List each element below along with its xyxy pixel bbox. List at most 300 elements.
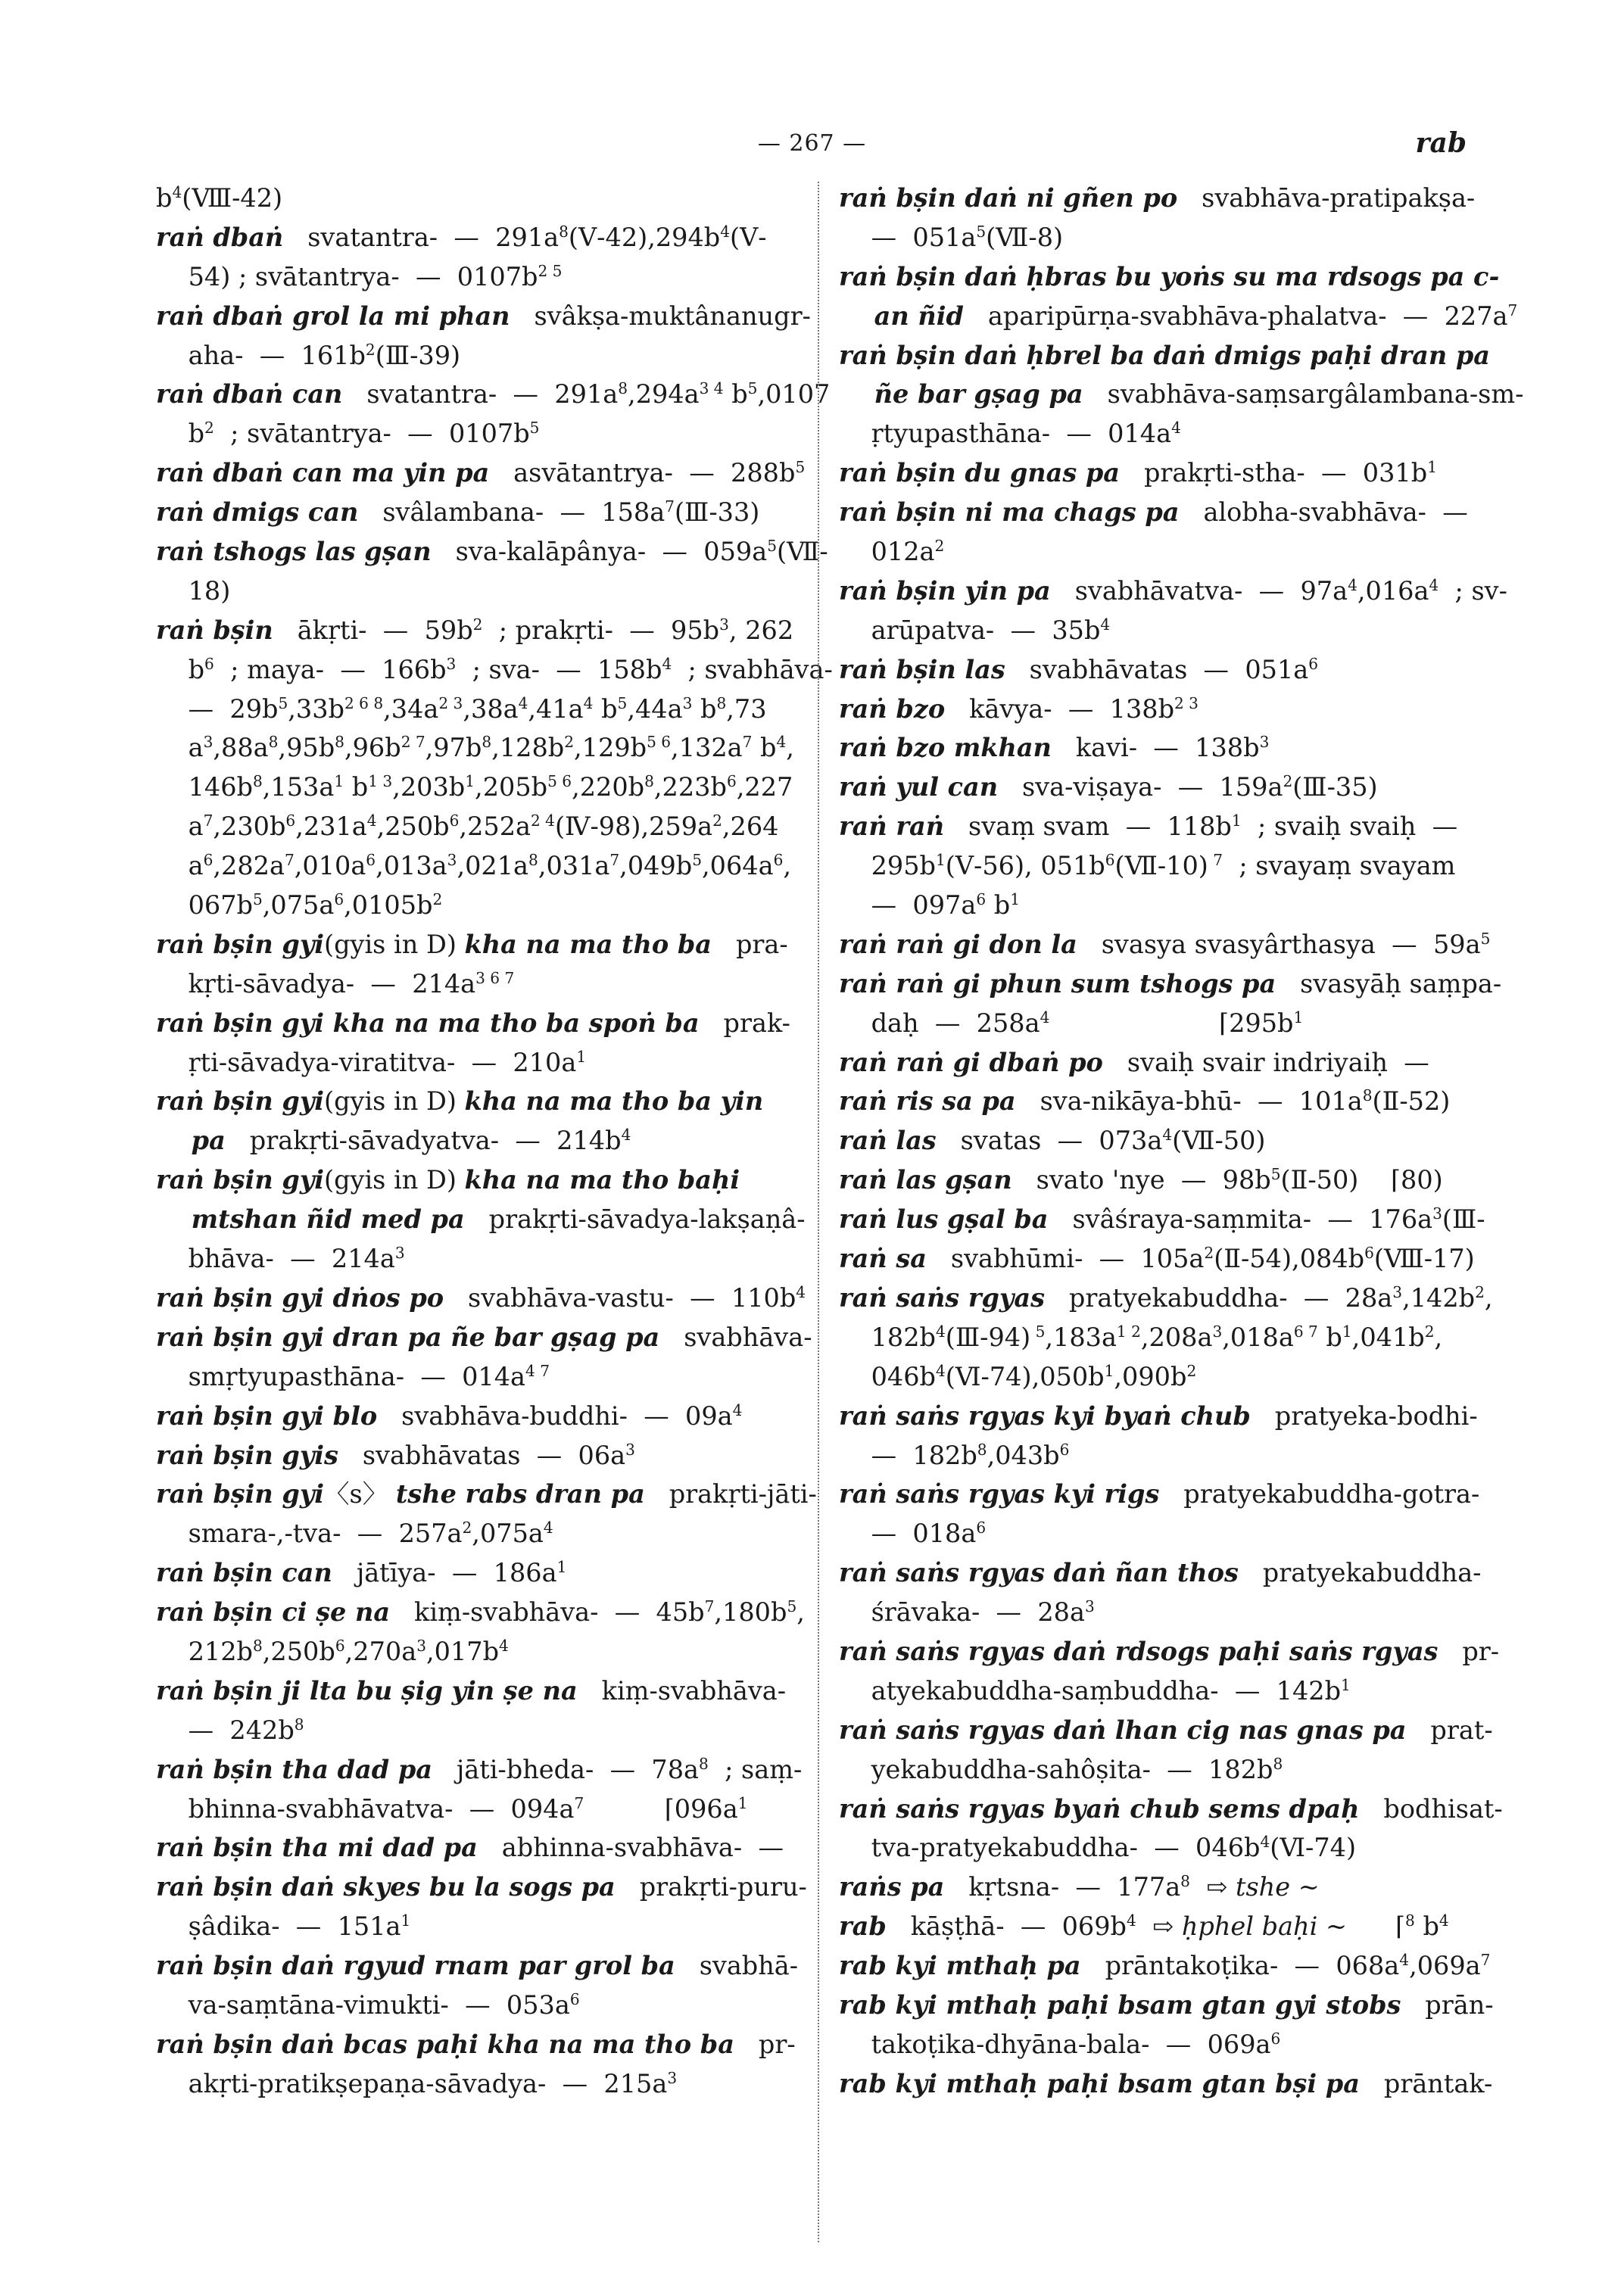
- folio-line-sup: 2 3: [438, 693, 463, 712]
- entry-text: ; prakṛti- — 95b: [482, 615, 720, 645]
- entry-line: [839, 1082, 1482, 1121]
- entry-line: [839, 1161, 1482, 1200]
- folio-line-sup: 2: [564, 733, 575, 752]
- entry-text: ,: [783, 851, 792, 881]
- folio-line-sup: 4: [1429, 575, 1439, 594]
- folio-line-sup: 6: [1270, 2029, 1281, 2048]
- entry-text: ṛti-sāvadya-viratitva- — 210a: [156, 1047, 577, 1077]
- tibetan-headword: raṅ bṣin las: [839, 654, 1005, 684]
- entry-text: ṛtyupasthāna- — 014a: [839, 419, 1172, 449]
- entry-text: ,: [1434, 1322, 1443, 1352]
- entry-text: (Ⅶ-50): [1172, 1126, 1266, 1156]
- entry-text: śrāvaka- — 28a: [839, 1597, 1085, 1628]
- folio-line-sup: 4: [935, 1322, 946, 1341]
- entry-line: [839, 218, 1482, 257]
- entry-text: svasya svasyârthasya — 59a: [1077, 929, 1481, 959]
- folio-line-sup: 2: [1186, 1361, 1197, 1380]
- entry-line: [839, 1121, 1482, 1161]
- folio-line-sup: 2 3: [1174, 693, 1199, 712]
- entry-line: [156, 532, 828, 572]
- entry-line: [839, 1671, 1482, 1711]
- entry-line: [156, 1436, 801, 1475]
- entry-text: sva-nikāya-bhū- — 101a: [1015, 1086, 1363, 1117]
- folio-line-sup: 1: [1231, 812, 1242, 830]
- entry-text: ,205b: [475, 772, 548, 802]
- folio-line-sup: 2 6 8: [344, 693, 384, 712]
- entry-line: [839, 1279, 1493, 1318]
- folio-line-sup: 3: [1259, 733, 1270, 752]
- entry-text: svabhā-: [675, 1951, 799, 1981]
- tibetan-headword: raṅ bṣin daṅ ḥbrel ba daṅ dmigs paḥi dran pa: [839, 340, 1490, 370]
- tibetan-headword: raṅ saṅs rgyas daṅ lhan cig nas gnas pa: [839, 1715, 1407, 1745]
- tibetan-headword: raṅ ris sa pa: [839, 1086, 1016, 1117]
- folio-line-sup: 3: [1084, 1597, 1095, 1616]
- entry-text: ,227: [736, 772, 793, 802]
- tibetan-headword: raṅ bṣin ji lta bu ṣig yin ṣe na: [156, 1675, 578, 1706]
- folio-line-sup: 2: [365, 340, 376, 359]
- entry-text: svabhāvatas — 051a: [1005, 654, 1309, 684]
- folio-line-sup: 6: [334, 889, 344, 908]
- folio-line-sup: 6: [366, 851, 376, 870]
- entry-line: [839, 2025, 1482, 2064]
- cross-reference: ḥphel baḥi ~: [1181, 1911, 1348, 1942]
- folio-line-sup: 2: [1424, 1322, 1435, 1341]
- entry-text: ,017b: [425, 1636, 500, 1666]
- entry-text: — 182b: [839, 1440, 977, 1470]
- tibetan-headword: raṅ tshogs las gṣan: [156, 537, 432, 567]
- tibetan-headword: raṅ saṅs rgyas byaṅ chub sems dpaḥ: [839, 1793, 1360, 1824]
- folio-line-sup: 6: [285, 812, 296, 830]
- folio-line-sup: 8: [699, 1754, 709, 1773]
- folio-line-sup: 4: [499, 1636, 509, 1655]
- entry-text: sva-kalāpânya- — 059a: [431, 537, 768, 567]
- entry-text: b: [723, 379, 748, 410]
- tibetan-headword: pa: [156, 1126, 226, 1156]
- entry-line: [156, 336, 801, 375]
- entry-line: [839, 1986, 1494, 2025]
- entry-text: kavi- — 138b: [1051, 733, 1260, 763]
- entry-text: bhāva- — 214a: [156, 1244, 395, 1274]
- tibetan-headword: kha na ma tho ba yin: [464, 1086, 764, 1117]
- tibetan-headword: raṅ saṅs rgyas: [839, 1282, 1045, 1313]
- tibetan-headword: raṅ bṣin daṅ bcas paḥi kha na ma tho ba: [156, 2029, 734, 2059]
- entry-line: [839, 179, 1482, 218]
- entry-text: — 242b: [156, 1715, 295, 1745]
- folio-line-sup: 4: [543, 1519, 553, 1537]
- entry-text: 146b: [156, 772, 253, 802]
- entry-text: (Ⅴ-: [730, 222, 767, 252]
- entry-line: [839, 768, 1482, 807]
- entry-line: [156, 1161, 801, 1200]
- entry-text: ,: [796, 1597, 805, 1628]
- entry-text: ,41a: [528, 693, 584, 724]
- entry-text: ,34a: [383, 693, 439, 724]
- entry-text: ,069a: [1409, 1951, 1481, 1981]
- entry-text: ,: [1484, 1282, 1493, 1313]
- entry-text: svatantra- — 291a: [283, 222, 560, 252]
- entry-text: alobha-svabhāva- —: [1179, 497, 1468, 528]
- folio-line-sup: 6: [569, 1989, 580, 2008]
- entry-line: [156, 1553, 801, 1593]
- entry-text: kāvya- — 138b: [945, 693, 1175, 724]
- entry-line: [156, 1121, 801, 1161]
- entry-text: 012a: [839, 537, 935, 567]
- entry-text: (Ⅵ-74): [1270, 1833, 1357, 1863]
- entry-text: prakṛti-stha- — 031b: [1120, 458, 1428, 488]
- entry-text: (Ⅲ-: [1442, 1204, 1485, 1235]
- entry-line: [156, 1828, 801, 1868]
- tibetan-headword: rab kyi mthaḥ pa: [839, 1951, 1081, 1981]
- entry-text: ⌈295b: [1049, 1008, 1294, 1038]
- tibetan-headword: raṅ dbaṅ: [156, 222, 284, 252]
- tibetan-headword: raṅ bṣin tha dad pa: [156, 1754, 432, 1784]
- entry-text: b: [1414, 1911, 1439, 1942]
- tibetan-headword: raṅ dbaṅ can ma yin pa: [156, 458, 490, 488]
- entry-text: ⌈096a: [584, 1793, 738, 1824]
- entry-text: b: [986, 890, 1011, 921]
- entry-line: [839, 1514, 1482, 1553]
- tibetan-headword: kha na ma tho baḥi: [464, 1165, 740, 1195]
- folio-line-sup: 3: [416, 1636, 426, 1655]
- entry-text: 295b: [839, 851, 936, 881]
- entry-line: [839, 1475, 1482, 1514]
- entry-text: b: [156, 654, 205, 684]
- folio-line-sup: 3: [1432, 1204, 1442, 1223]
- folio-line-sup: 3 4: [699, 379, 724, 398]
- folio-line-sup: 4: [732, 1400, 743, 1419]
- folio-line-sup: 1 3: [368, 772, 393, 791]
- entry-text: svabhāva-saṃsargâlambana-sm-: [1083, 379, 1524, 410]
- entry-text: ,252a: [459, 812, 531, 842]
- entry-line: [839, 532, 1482, 572]
- entry-text: ,183a: [1045, 1322, 1117, 1352]
- entry-text: ,132a: [671, 733, 743, 763]
- entry-text: ,010a: [294, 851, 366, 881]
- tibetan-headword: raṅ bṣin daṅ ḥbras bu yoṅs su ma rdsogs pa c-: [839, 261, 1500, 291]
- folio-line-sup: 6: [449, 812, 460, 830]
- tibetan-headword: raṅ las gṣan: [839, 1165, 1012, 1195]
- entry-text: svabhūmi- — 105a: [926, 1244, 1205, 1274]
- entry-line: [156, 846, 801, 886]
- folio-line-sup: 5: [529, 419, 540, 438]
- entry-line: [839, 453, 1482, 493]
- entry-line: [156, 1239, 801, 1279]
- tibetan-headword: raṅ bṣin: [156, 615, 273, 645]
- entry-line: [156, 886, 801, 925]
- folio-line-sup: 3: [446, 654, 457, 673]
- entry-line: [156, 964, 801, 1004]
- cross-reference: tshe ~: [1235, 1872, 1320, 1902]
- entry-text: ,064a: [702, 851, 774, 881]
- tibetan-headword: raṅ bṣin can: [156, 1558, 332, 1588]
- entry-text: ,075a: [262, 890, 335, 921]
- entry-text: svâkṣa-muktânanugr-: [510, 301, 811, 331]
- tibetan-headword: raṅ saṅs rgyas daṅ rdsogs paḥi saṅs rgyas: [839, 1636, 1439, 1666]
- entry-text: ⌈: [1347, 1911, 1406, 1942]
- folio-line-sup: 4: [1040, 1008, 1050, 1027]
- entry-text: ,0107: [757, 379, 831, 410]
- entry-text: ,73: [726, 693, 767, 724]
- entry-text: prakṛti-jāti-: [644, 1479, 817, 1509]
- entry-line: [156, 1475, 817, 1514]
- entry-text: 〈s〉: [324, 1479, 396, 1509]
- entry-text: (Ⅲ-94): [945, 1322, 1031, 1352]
- folio-line-sup: 2: [204, 419, 214, 438]
- tibetan-headword: raṅ bṣin ci ṣe na: [156, 1597, 391, 1628]
- folio-line-sup: 4: [1162, 1126, 1173, 1145]
- folio-line-sup: 6: [726, 772, 737, 791]
- folio-line-sup: 1: [465, 772, 475, 791]
- tibetan-headword: rab kyi mthaḥ paḥi bsam gtan gyi stobs: [839, 1989, 1401, 2020]
- tibetan-headword: rab: [839, 1911, 887, 1942]
- tibetan-headword: raṅ bṣin gyi kha na ma tho ba spoṅ ba: [156, 1008, 700, 1038]
- entry-line: [839, 1357, 1482, 1397]
- tibetan-headword: an ñid: [839, 301, 964, 331]
- folio-line-sup: 5: [1030, 1322, 1046, 1341]
- tibetan-headword: raṅ raṅ gi dbaṅ po: [839, 1047, 1103, 1077]
- entry-text: ,153a: [262, 772, 335, 802]
- entry-line: [839, 493, 1482, 532]
- entry-text: svatantra- — 291a: [342, 379, 619, 410]
- folio-line-sup: 6: [773, 851, 784, 870]
- entry-line: [839, 1004, 1482, 1043]
- running-head: rab: [1415, 127, 1467, 159]
- entry-line: [839, 1043, 1482, 1083]
- entry-line: [839, 650, 1482, 690]
- entry-text: akṛti-pratikṣepaṇa-sāvadya- — 215a: [156, 2068, 668, 2098]
- folio-line-sup: 5: [976, 222, 987, 241]
- entry-line: [839, 690, 1482, 729]
- entry-line: [156, 1986, 801, 2025]
- entry-text: svabhāvatas — 06a: [338, 1440, 626, 1470]
- entry-text: bodhisat-: [1359, 1793, 1503, 1824]
- entry-text: , 262: [728, 615, 794, 645]
- folio-line-sup: 8: [716, 693, 727, 712]
- folio-line-sup: 7: [1208, 851, 1223, 870]
- entry-text: sva-viṣaya- — 159a: [998, 772, 1283, 802]
- folio-line-sup: 1: [1342, 1322, 1352, 1341]
- entry-text: atyekabuddha-saṃbuddha- — 142b: [839, 1675, 1342, 1706]
- entry-line: [839, 1239, 1482, 1279]
- entry-line: [156, 1790, 801, 1829]
- folio-line-sup: 5: [1270, 1165, 1281, 1184]
- tibetan-headword: raṅ bṣin gyi blo: [156, 1400, 378, 1431]
- folio-line-sup: 3: [719, 615, 729, 634]
- entry-line: [156, 1043, 801, 1083]
- entry-line: [156, 650, 833, 690]
- folio-line-sup: 6 7: [1293, 1322, 1318, 1341]
- entry-line: [156, 218, 801, 257]
- entry-line: [156, 572, 801, 611]
- entry-line: [839, 1200, 1485, 1239]
- folio-line-sup: 2: [432, 889, 443, 908]
- entry-text: (Ⅳ-98),259a: [554, 812, 713, 842]
- folio-line-sup: 5 6: [647, 733, 672, 752]
- entry-text: ,250b: [262, 1636, 335, 1666]
- entry-text: tva-pratyekabuddha- — 046b: [839, 1833, 1261, 1863]
- folio-line-sup: 4: [935, 1361, 946, 1380]
- entry-line: [839, 1868, 1482, 1907]
- entry-text: — 097a: [839, 890, 977, 921]
- folio-line-sup: 1: [1427, 458, 1437, 477]
- entry-text: (gyis in D): [324, 1165, 465, 1195]
- folio-line-sup: 3: [1212, 1322, 1223, 1341]
- entry-text: ,016a: [1357, 575, 1429, 606]
- entry-text: (Ⅲ-39): [375, 340, 461, 370]
- entry-text: ; saṃ-: [708, 1754, 803, 1784]
- folio-line-sup: 2: [1283, 772, 1293, 791]
- entry-line: [839, 1750, 1482, 1790]
- entry-line: [156, 1750, 801, 1790]
- entry-text: svabhāva-buddhi- — 09a: [377, 1400, 733, 1431]
- folio-line-sup: 6: [1308, 654, 1319, 673]
- tibetan-headword: raṅ bzo mkhan: [839, 733, 1052, 763]
- entry-line: [839, 611, 1482, 650]
- folio-line-sup: 4: [1171, 419, 1181, 438]
- entry-text: ,142b: [1402, 1282, 1476, 1313]
- entry-text: pratyekabuddha-: [1238, 1558, 1482, 1588]
- tibetan-headword: raṅ bṣin yin pa: [839, 575, 1051, 606]
- entry-text: svabhāva-vastu- — 110b: [444, 1282, 796, 1313]
- folio-line-sup: 4: [1348, 575, 1357, 594]
- entry-line: [839, 1553, 1482, 1593]
- folio-line-sup: 7: [1507, 301, 1518, 319]
- folio-line-sup: 1 2: [1116, 1322, 1141, 1341]
- entry-text: pr-: [1438, 1636, 1500, 1666]
- folio-line-sup: 8: [1273, 1754, 1283, 1773]
- entry-text: kāṣṭhā- — 069b: [886, 1911, 1127, 1942]
- folio-line-sup: 5 6: [547, 772, 572, 791]
- entry-line: [156, 728, 801, 768]
- folio-line-sup: 1: [556, 1558, 567, 1577]
- entry-text: ; maya- — 166b: [214, 654, 447, 684]
- folio-line-sup: 8: [618, 379, 628, 398]
- folio-line-sup: 8: [528, 851, 538, 870]
- folio-line-sup: 3: [203, 733, 214, 752]
- folio-line-sup: 2: [1204, 1244, 1214, 1262]
- entry-text: (Ⅱ-52): [1372, 1086, 1451, 1117]
- entry-text: ⇨: [1136, 1911, 1182, 1942]
- entry-line: [156, 257, 801, 297]
- entry-line: [156, 179, 801, 218]
- entry-text: ; sv-: [1439, 575, 1507, 606]
- entry-line: [156, 1946, 801, 1986]
- folio-line-sup: 4: [366, 812, 377, 830]
- folio-line-sup: 4: [796, 1282, 806, 1301]
- tibetan-headword: kha na ma tho ba: [464, 929, 712, 959]
- entry-line: [839, 1593, 1482, 1632]
- tibetan-headword: raṅ saṅs rgyas kyi rigs: [839, 1479, 1160, 1509]
- entry-text: jāti-bheda- — 78a: [432, 1754, 700, 1784]
- entry-line: [156, 1279, 806, 1318]
- folio-line-sup: 2 4: [530, 812, 555, 830]
- folio-line-sup: 4: [1260, 1833, 1270, 1852]
- tibetan-headword: raṅ bṣin gyi dṅos po: [156, 1282, 444, 1313]
- entry-line: [156, 611, 801, 650]
- tibetan-headword: raṅ dbaṅ can: [156, 379, 343, 410]
- entry-text: ,230b: [213, 812, 286, 842]
- entry-text: ,031a: [538, 851, 610, 881]
- tibetan-headword: raṅ bṣin daṅ rgyud rnam par grol ba: [156, 1951, 675, 1981]
- entry-text: b: [752, 733, 777, 763]
- tibetan-headword: raṅ bṣin gyi dran pa ñe bar gṣag pa: [156, 1322, 660, 1352]
- folio-line-sup: 4: [518, 693, 528, 712]
- entry-text: ,38a: [463, 693, 519, 724]
- entry-line: [839, 257, 1500, 297]
- folio-line-sup: 6: [1059, 1440, 1070, 1459]
- tibetan-headword: raṅ bṣin gyis: [156, 1440, 338, 1470]
- entry-text: a: [156, 812, 204, 842]
- entry-text: 212b: [156, 1636, 253, 1666]
- folio-line-sup: 4: [1399, 1951, 1410, 1970]
- folio-line-sup: 6: [1364, 1244, 1374, 1262]
- entry-text: (Ⅷ-42): [182, 183, 283, 213]
- entry-text: 182b: [839, 1322, 936, 1352]
- entry-line: [839, 1632, 1500, 1671]
- entry-text: ,049b: [619, 851, 693, 881]
- entry-text: ,264: [722, 812, 779, 842]
- entry-line: [839, 336, 1490, 375]
- entry-text: ,250b: [376, 812, 450, 842]
- folio-line-sup: 7: [574, 1793, 584, 1812]
- entry-text: ,090b: [1114, 1361, 1187, 1391]
- folio-line-sup: 4: [720, 222, 731, 241]
- entry-text: kṛti-sāvadya- — 214a: [156, 968, 476, 999]
- entry-text: smṛtyupasthāna- — 014a: [156, 1361, 526, 1391]
- entry-text: aha- — 161b: [156, 340, 366, 370]
- entry-text: prān-: [1401, 1989, 1494, 2020]
- tibetan-headword: mtshan ñid med pa: [156, 1204, 465, 1235]
- tibetan-headword: raṅ bṣin daṅ ni gñen po: [839, 183, 1178, 213]
- entry-line: [839, 2064, 1493, 2104]
- entry-line: [156, 1632, 801, 1671]
- entry-text: prat-: [1406, 1715, 1493, 1745]
- entry-line: [156, 1318, 812, 1357]
- entry-text: (Ⅴ-42),294b: [568, 222, 721, 252]
- tibetan-headword: raṅ saṅs rgyas kyi byaṅ chub: [839, 1400, 1251, 1431]
- entry-text: abhinna-svabhāva- —: [477, 1833, 784, 1863]
- folio-line-sup: 6: [335, 1636, 345, 1655]
- folio-line-sup: 1: [334, 772, 344, 791]
- folio-line-sup: 1: [1104, 1361, 1114, 1380]
- folio-line-sup: 2 7: [401, 733, 425, 752]
- entry-text: svasyāḥ saṃpa-: [1276, 968, 1502, 999]
- entry-text: b: [156, 183, 173, 213]
- folio-line-sup: 4: [1439, 1911, 1449, 1930]
- entry-text: svatas — 073a: [936, 1126, 1163, 1156]
- right-column: [839, 179, 1524, 2104]
- entry-text: svâśraya-saṃmita- — 176a: [1048, 1204, 1433, 1235]
- folio-line-sup: 7: [742, 733, 753, 752]
- folio-line-sup: 4 7: [525, 1361, 550, 1380]
- entry-text: kiṃ-svabhāva- — 45b: [390, 1597, 705, 1628]
- tibetan-headword: tshe rabs dran pa: [395, 1479, 645, 1509]
- entry-line: [156, 1593, 805, 1632]
- tibetan-headword: raṅs pa: [839, 1872, 945, 1902]
- entry-text: prāntak-: [1359, 2068, 1493, 2098]
- folio-line-sup: 5: [787, 1597, 797, 1616]
- folio-line-sup: 4: [583, 693, 594, 712]
- entry-line: [839, 1828, 1482, 1868]
- folio-line-sup: 1: [576, 1047, 587, 1066]
- tibetan-headword: raṅ raṅ gi phun sum tshogs pa: [839, 968, 1276, 999]
- entry-text: ,: [786, 733, 794, 763]
- folio-line-sup: 7: [284, 851, 295, 870]
- folio-line-sup: 5: [692, 851, 703, 870]
- folio-line-sup: 4: [662, 654, 672, 673]
- folio-line-sup: 8: [294, 1715, 304, 1734]
- entry-text: a: [156, 733, 204, 763]
